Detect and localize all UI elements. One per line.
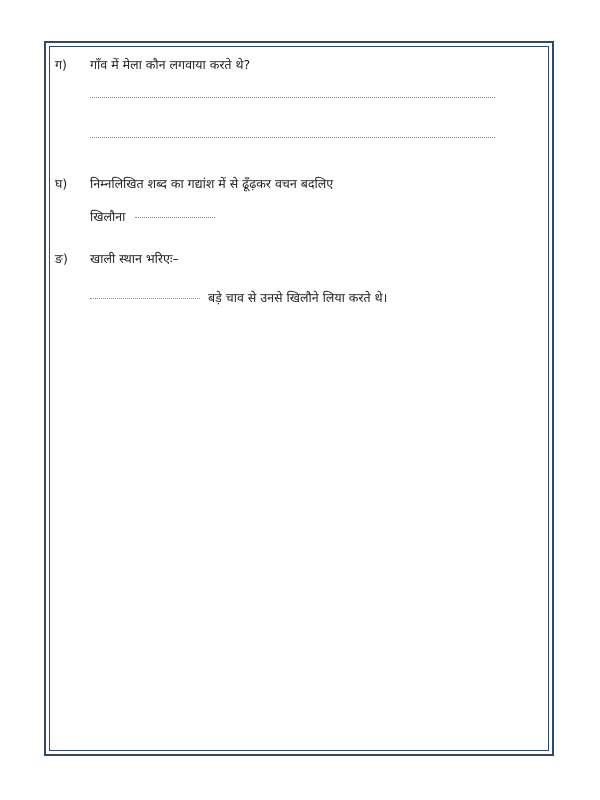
fill-in-blank[interactable] [90,298,200,299]
fill-blank-sentence: बड़े चाव से उनसे खिलौने लिया करते थे। [207,290,388,305]
answer-line-2[interactable] [90,137,495,138]
question-gha-label: घ) [55,176,68,191]
word-row [90,209,215,225]
word-answer-blank[interactable] [135,217,215,218]
answer-line-1[interactable] [90,97,495,98]
question-ga-label: ग) [55,57,67,72]
worksheet-border-inner [49,46,549,751]
question-nga-text: खाली स्थान भरिएः– [90,251,179,266]
fill-blank-row [90,290,387,306]
question-ga-text: गाँव में मेला कौन लगवाया करते थे? [90,57,251,72]
question-gha-text: निम्नलिखित शब्द का गद्यांश में से ढूँढ़कर वचन बदलिए [90,176,334,191]
word-khilauna: खिलौना [90,209,126,224]
question-nga-label: ङ) [55,251,68,266]
